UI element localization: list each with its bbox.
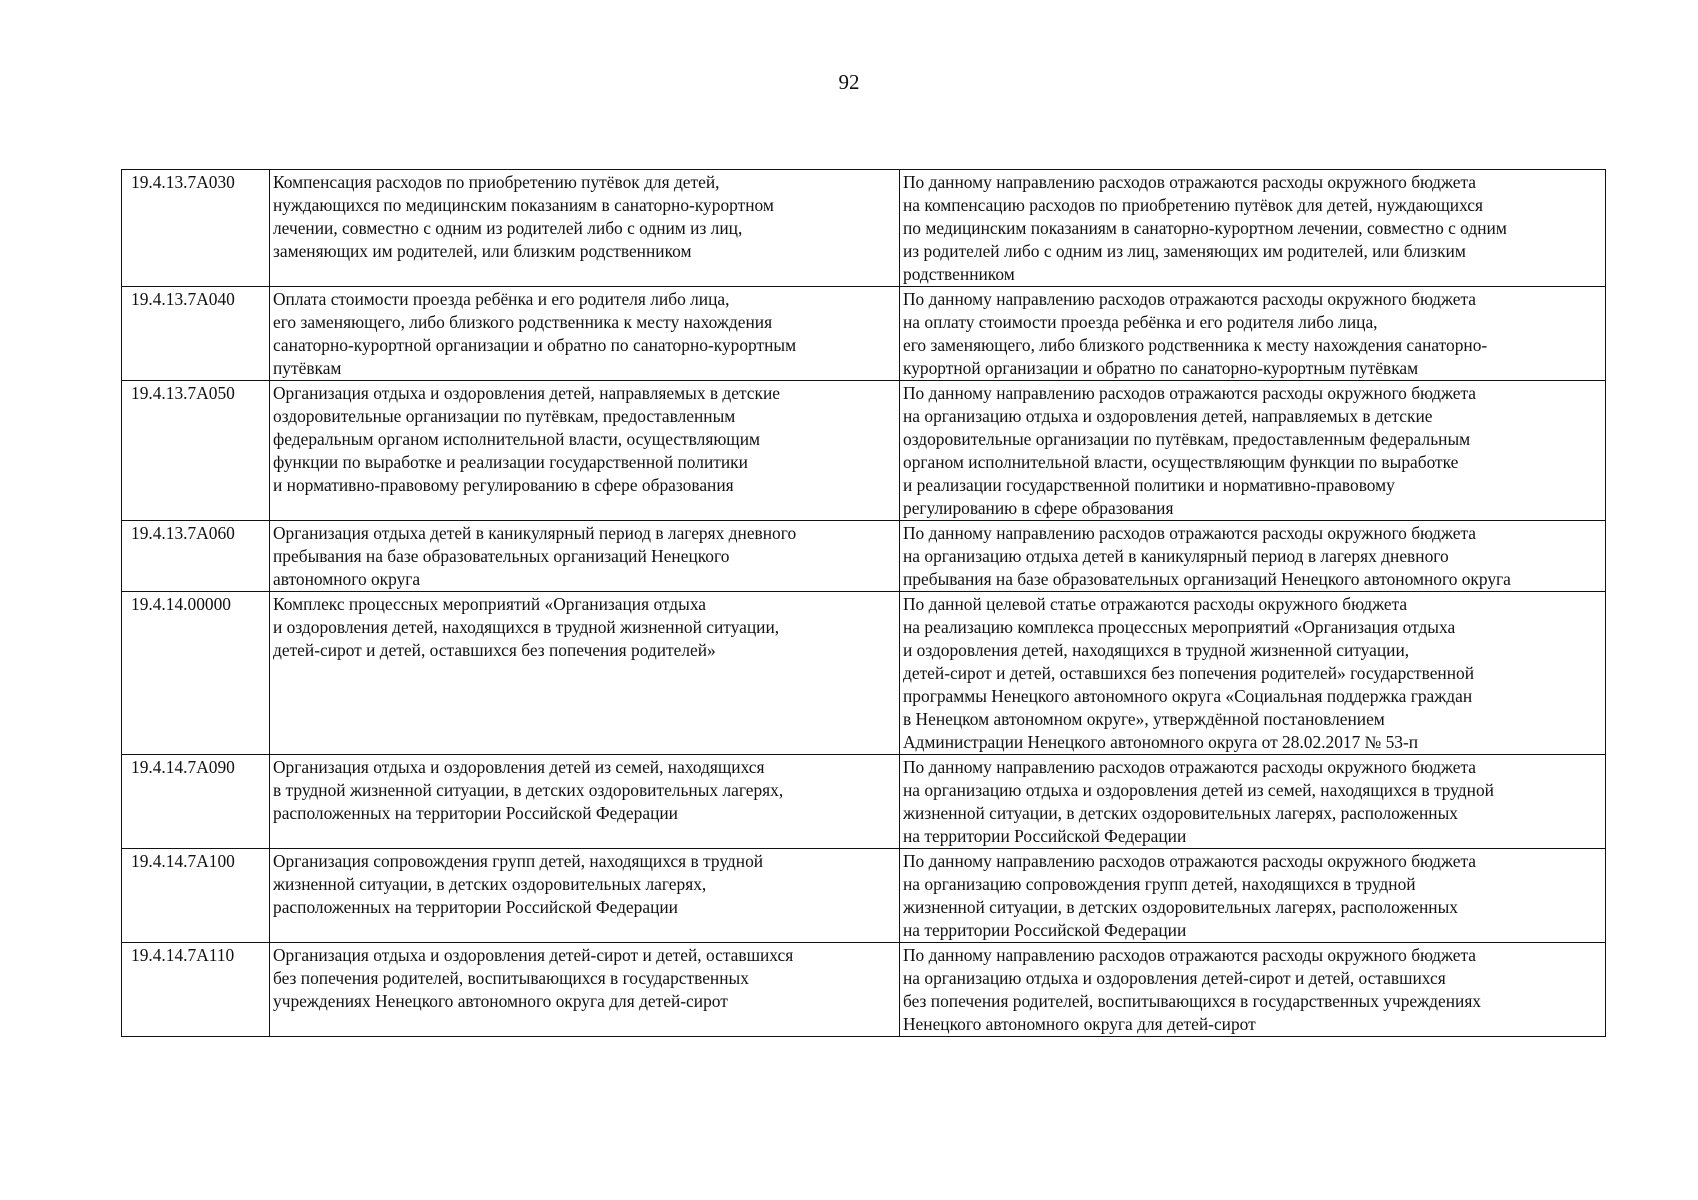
table-row [122,170,1606,287]
table-row [122,849,1606,943]
row-name: Комплекс процессных мероприятий «Организация отдыха и оздоровления детей, находящихся в трудной жизненной ситуации, детей-сирот и детей, оставшихся без попечения родителей» [270,592,900,755]
page-number: 92 [838,70,860,94]
table-row [122,943,1606,1037]
row-name: Организация отдыха и оздоровления детей-сирот и детей, оставшихся без попечения родителей, воспитывающихся в государственных учреждениях Ненецкого автономного округа для детей-сирот [270,943,900,1037]
row-name: Компенсация расходов по приобретению путёвок для детей, нуждающихся по медицинским показаниям в санаторно-курортном лечении, совместно с одним из родителей либо с одним из лиц, заменяющих им родителей, или близким родственником [270,170,900,287]
row-code: 19.4.13.7А040 [122,287,270,381]
row-description: По данному направлению расходов отражаются расходы окружного бюджета на оплату стоимости проезда ребёнка и его родителя либо лица, его заменяющего, либо близкого родственника к месту нахождения санаторно- курортной организации и обратно по санаторно-курортным путёвкам [900,287,1606,381]
row-code: 19.4.13.7А030 [122,170,270,287]
budget-classification-table [121,169,1606,1037]
row-description: По данному направлению расходов отражаются расходы окружного бюджета на организацию отдыха и оздоровления детей-сирот и детей, оставшихся без попечения родителей, воспитывающихся в государственных учреждениях Ненецкого автономного округа для детей-сирот [900,943,1606,1037]
row-name: Оплата стоимости проезда ребёнка и его родителя либо лица, его заменяющего, либо близкого родственника к месту нахождения санаторно-курортной организации и обратно по санаторно-курортным путёвкам [270,287,900,381]
table-row [122,521,1606,592]
row-description: По данному направлению расходов отражаются расходы окружного бюджета на компенсацию расходов по приобретению путёвок для детей, нуждающихся по медицинским показаниям в санаторно-курортном лечении, совместно с одним из родителей либо с одним из лиц, заменяющих им родителей, или близким родственником [900,170,1606,287]
row-code: 19.4.14.7А100 [122,849,270,943]
row-description: По данному направлению расходов отражаются расходы окружного бюджета на организацию отдыха и оздоровления детей из семей, находящихся в трудной жизненной ситуации, в детских оздоровительных лагерях, расположенных на территории Российской Федерации [900,755,1606,849]
table-row [122,755,1606,849]
table-row [122,381,1606,521]
row-name: Организация отдыха и оздоровления детей, направляемых в детские оздоровительные организации по путёвкам, предоставленным федеральным органом исполнительной власти, осуществляющим функции по выработке и реализации государственной политики и нормативно-правовому регулированию в сфере образования [270,381,900,521]
row-code: 19.4.13.7А050 [122,381,270,521]
row-description: По данной целевой статье отражаются расходы окружного бюджета на реализацию комплекса процессных мероприятий «Организация отдыха и оздоровления детей, находящихся в трудной жизненной ситуации, детей-сирот и детей, оставшихся без попечения родителей» государственной программы Ненецкого автономного округа «Социальная поддержка граждан в Ненецком автономном округе», утверждённой постановлением Администрации Ненецкого автономного округа от 28.02.2017 № 53-п [900,592,1606,755]
row-name: Организация отдыха и оздоровления детей из семей, находящихся в трудной жизненной ситуации, в детских оздоровительных лагерях, расположенных на территории Российской Федерации [270,755,900,849]
row-description: По данному направлению расходов отражаются расходы окружного бюджета на организацию отдыха и оздоровления детей, направляемых в детские оздоровительные организации по путёвкам, предоставленным федеральным органом исполнительной власти, осуществляющим функции по выработке и реализации государственной политики и нормативно-правовому регулированию в сфере образования [900,381,1606,521]
row-code: 19.4.14.00000 [122,592,270,755]
row-name: Организация сопровождения групп детей, находящихся в трудной жизненной ситуации, в детских оздоровительных лагерях, расположенных на территории Российской Федерации [270,849,900,943]
row-description: По данному направлению расходов отражаются расходы окружного бюджета на организацию отдыха детей в каникулярный период в лагерях дневного пребывания на базе образовательных организаций Ненецкого автономного округа [900,521,1606,592]
row-code: 19.4.13.7А060 [122,521,270,592]
row-code: 19.4.14.7А090 [122,755,270,849]
table-row [122,592,1606,755]
row-code: 19.4.14.7А110 [122,943,270,1037]
row-description: По данному направлению расходов отражаются расходы окружного бюджета на организацию сопровождения групп детей, находящихся в трудной жизненной ситуации, в детских оздоровительных лагерях, расположенных на территории Российской Федерации [900,849,1606,943]
row-name: Организация отдыха детей в каникулярный период в лагерях дневного пребывания на базе образовательных организаций Ненецкого автономного округа [270,521,900,592]
table-row [122,287,1606,381]
